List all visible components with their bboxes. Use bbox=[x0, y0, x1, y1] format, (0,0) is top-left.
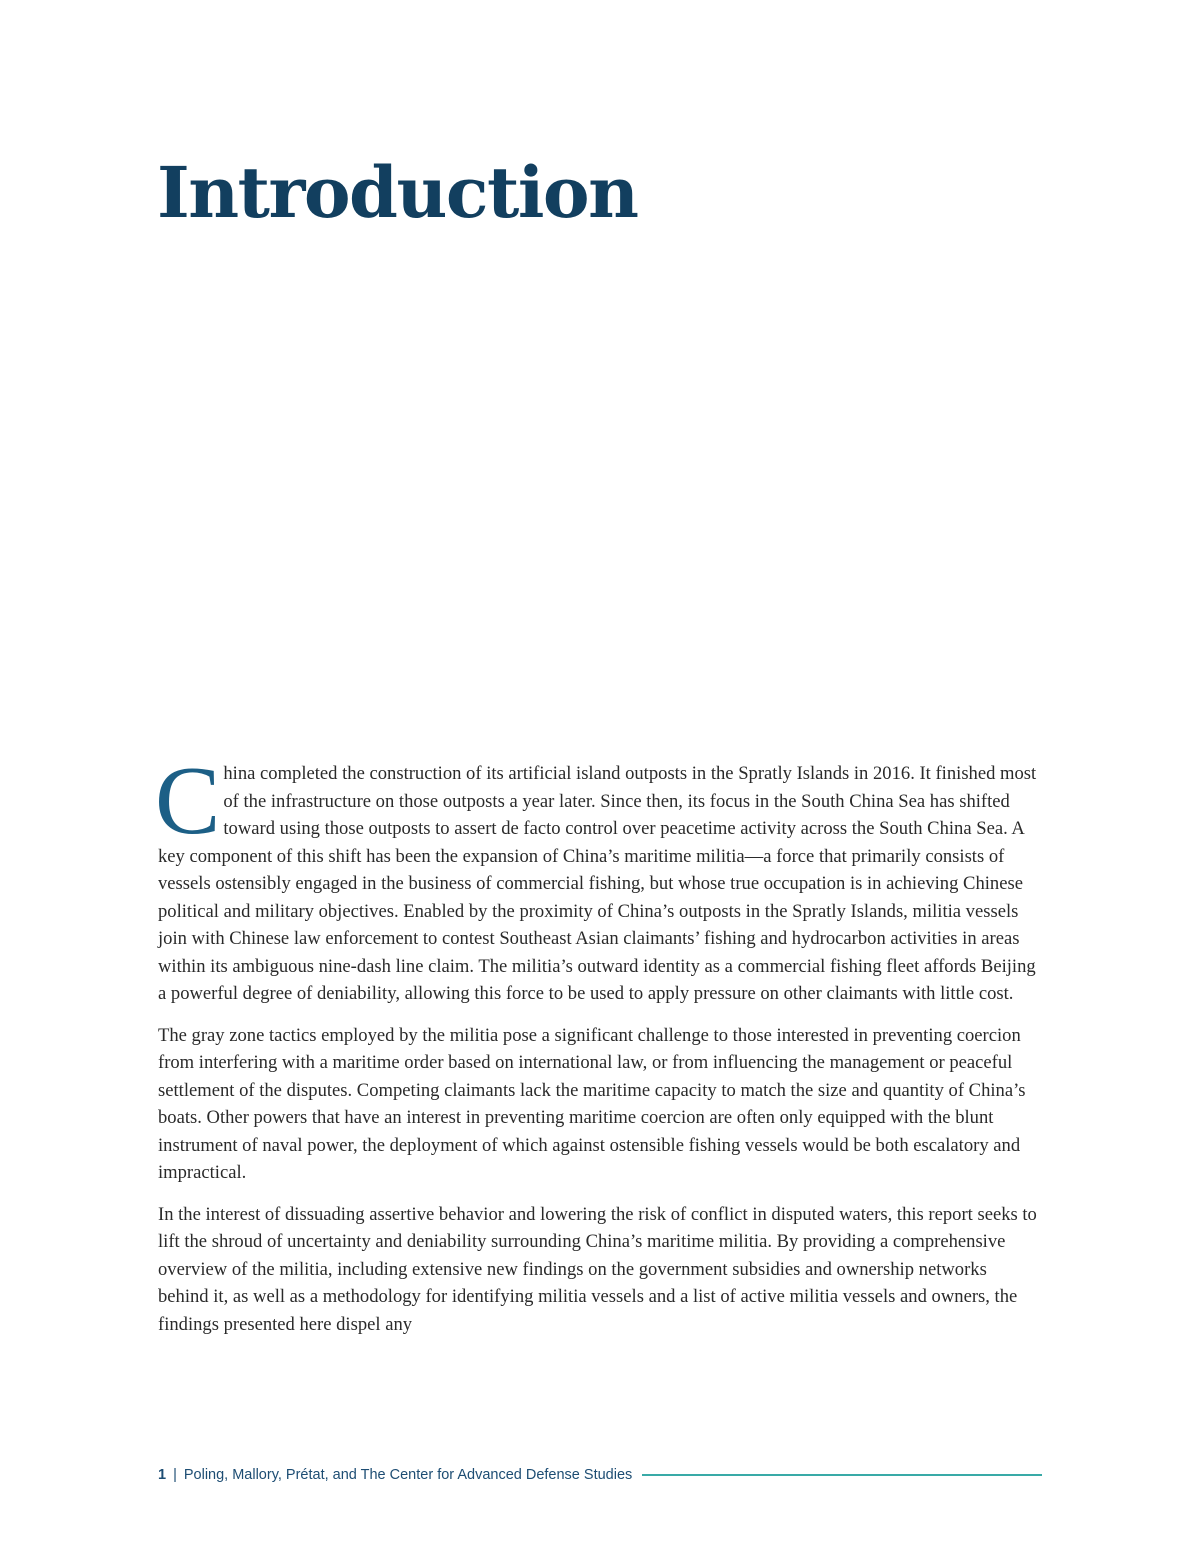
paragraph-1-text: hina completed the construction of its artificial island outposts in the Spratly Islands in 2016. It finished most of the infrastructure on those outposts a year later. Since then, its focus in the South China Sea has shifted toward using those outposts to assert de facto control over peacetime activity across the South China Sea. A key component of this shift has been the expansion of China’s maritime militia—a force that primarily consists of vessels ostensibly engaged in the business of commercial fishing, but whose true occupation is in achieving Chinese political and military objectives. Enabled by the proximity of China’s outposts in the Spratly Islands, militia vessels join with Chinese law enforcement to contest Southeast Asian claimants’ fishing and hydrocarbon activities in areas within its ambiguous nine-dash line claim. The militia’s outward identity as a commercial fishing fleet affords Beijing a powerful degree of deniability, allowing this force to be used to apply pressure on other claimants with little cost. bbox=[158, 763, 1037, 1004]
body-text bbox=[155, 747, 1038, 1352]
drop-cap: C bbox=[155, 747, 221, 855]
paragraph-2: The gray zone tactics employed by the militia pose a significant challenge to those interested in preventing coercion from interfering with a maritime order based on international law, or from influencing the management or peaceful settlement of the disputes. Competing claimants lack the maritime capacity to match the size and quantity of China’s boats. Other powers that have an interest in preventing maritime coercion are often only equipped with the blunt instrument of naval power, the deployment of which against ostensible fishing vessels would be both escalatory and impractical. bbox=[158, 1024, 1026, 1183]
page-title: Introduction bbox=[157, 151, 638, 234]
footer-rule bbox=[642, 1474, 1042, 1476]
footer-authors: Poling, Mallory, Prétat, and The Center for Advanced Defense Studies bbox=[183, 1467, 633, 1483]
paragraph-3: In the interest of dissuading assertive behavior and lowering the risk of conflict in disputed waters, this report seeks to lift the shroud of uncertainty and deniability surrounding China’s maritime militia. By providing a comprehensive overview of the militia, including extensive new findings on the government subsidies and ownership networks behind it, as well as a methodology for identifying militia vessels and a list of active militia vessels and owners, the findings presented here dispel any bbox=[158, 1203, 1037, 1335]
paragraph-1 bbox=[155, 747, 1038, 1008]
footer-separator: | bbox=[173, 1467, 177, 1483]
page-footer bbox=[158, 1463, 1042, 1487]
page-number: 1 bbox=[158, 1467, 167, 1483]
